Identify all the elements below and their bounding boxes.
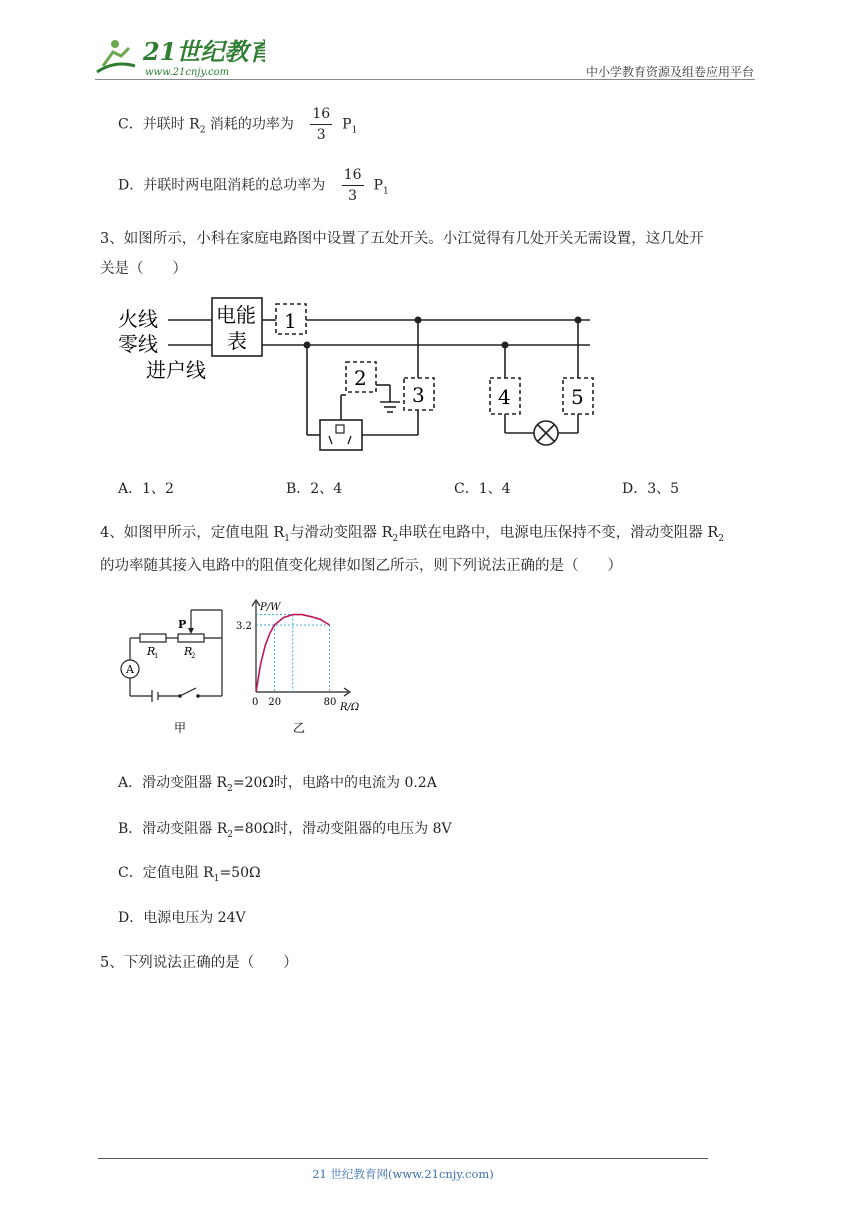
footer-divider — [98, 1158, 708, 1159]
q4-option-a: A．滑动变阻器 $R_2=20\Omega$时，电路中的电流为 0.2A — [118, 775, 437, 794]
svg-text:P: P — [178, 618, 187, 631]
fraction: $\frac{16}{3}$ — [343, 167, 362, 204]
svg-text:零线: 零线 — [118, 332, 158, 356]
question-5: 5、下列说法正确的是（ ） — [100, 955, 298, 971]
svg-text:1: 1 — [154, 652, 159, 660]
q4-option-d: D．电源电压为 24V — [118, 910, 246, 926]
svg-text:5: 5 — [571, 385, 584, 409]
x-tick-label: 0 — [252, 697, 259, 708]
x-axis-label: R/Ω — [340, 702, 360, 713]
q4-option-b: B．滑动变阻器 $R_2=80\Omega$时，滑动变阻器的电压为 8V — [118, 821, 452, 840]
svg-text:A: A — [126, 663, 134, 676]
runner-icon — [97, 40, 135, 72]
footer-text: 21 世纪教育网(www.21cnjy.com) — [312, 1167, 494, 1181]
svg-text:R: R — [147, 645, 156, 658]
svg-text:甲: 甲 — [174, 721, 187, 734]
svg-text:4: 4 — [498, 385, 511, 409]
svg-text:2: 2 — [354, 366, 367, 390]
svg-text:3: 3 — [412, 383, 425, 407]
q3-choice-c: C．1、4 — [454, 481, 511, 497]
svg-text:2: 2 — [191, 652, 196, 660]
site-logo — [95, 32, 265, 80]
power-resistance-chart — [230, 596, 370, 742]
svg-text:21世纪教育: 21世纪教育 — [143, 37, 265, 66]
svg-text:R: R — [184, 645, 193, 658]
fraction: $\frac{16}{3}$ — [312, 106, 331, 143]
household-circuit-diagram — [110, 290, 610, 464]
q2-option-d: D．并联时两电阻消耗的总功率为 $\frac{16}{3}$ $P_1$ — [118, 167, 389, 204]
svg-text:火线: 火线 — [118, 307, 158, 331]
q2-option-c: C．并联时 $R_2$ 消耗的功率为 $\frac{16}{3}$ $P_1$ — [118, 106, 358, 143]
q3-choice-a: A．1、2 — [118, 481, 174, 497]
x-tick-label: 80 — [323, 697, 337, 708]
svg-text:电能: 电能 — [216, 303, 256, 327]
question-4: 4、如图甲所示，定值电阻 $R_1$与滑动变阻器 $R_2$串联在电路中，电源电压保持不变，滑动变阻器 $R_2$ 的功率随其接入电路中的阻值变化规律如图乙所示，则下列说法正确的是（ ） — [100, 525, 725, 574]
svg-text:www.21cnjy.com: www.21cnjy.com — [145, 67, 230, 78]
question-3: 3、如图所示，小科在家庭电路图中设置了五处开关。小江觉得有几处开关无需设置，这几处开 关是（ ） — [100, 231, 704, 277]
y-axis-label: P/W — [260, 602, 281, 613]
q4-option-c: C．定值电阻 $R_1=50\Omega$ — [118, 865, 261, 884]
q3-choice-b: B．2、4 — [286, 481, 343, 497]
y-tick-label: 3.2 — [236, 621, 252, 633]
series-circuit-diagram — [118, 606, 230, 738]
svg-text:1: 1 — [284, 309, 297, 333]
svg-text:进户线: 进户线 — [146, 358, 206, 382]
chart-caption: 乙 — [293, 721, 306, 735]
header-divider — [95, 79, 755, 80]
svg-text:表: 表 — [227, 329, 247, 353]
header-tagline: 中小学教育资源及组卷应用平台 — [585, 65, 754, 79]
x-tick-label: 20 — [268, 697, 282, 708]
q3-choice-d: D．3、5 — [622, 481, 680, 497]
